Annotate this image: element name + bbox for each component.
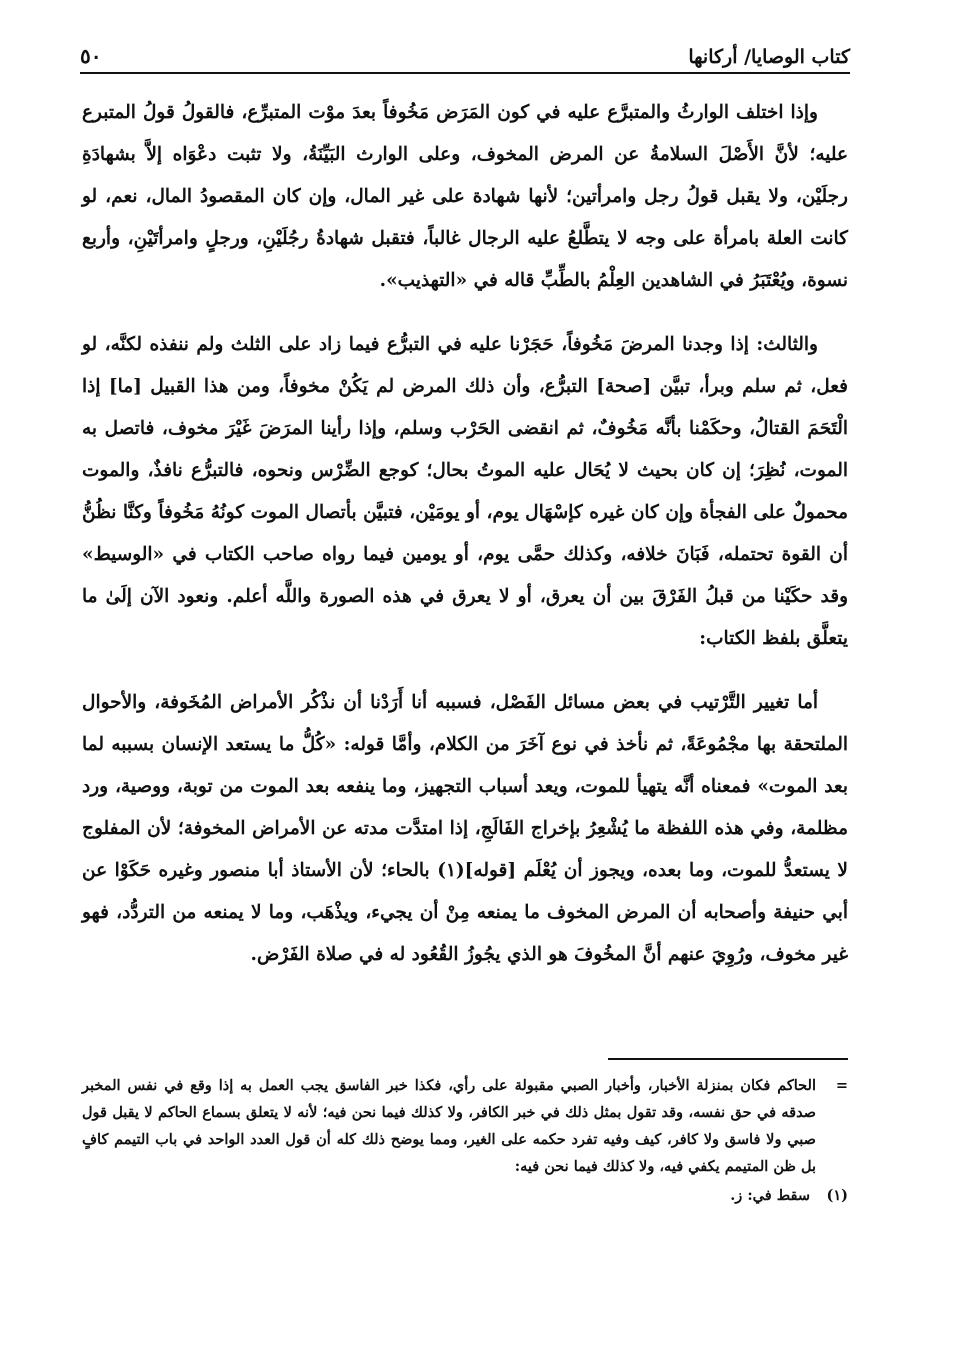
footnote-divider xyxy=(608,1058,848,1060)
continuation-text: الحاكم فكان بمنزلة الأخبار، وأخبار الصبي مقبولة على رأي، فكذا خبر الفاسق يجب العمل به إذا وقع في نفس المخبر صدقه في حق نفسه، وقد تقول بمثل ذلك في خبر الكافر، ولا كذلك فيما نحن فيه؛ لأنه لا يتعلق بسماع الحاكم لا يقبل قول صبي ولا فاسق ولا كافر، كيف وفيه تفرد حكمه على الغير، ومما يوضح ذلك كله أن قول العدد الواحد في باب التيمم كافٍ بل ظن المتيمم يكفي فيه، ولا كذلك فيما نحن فيه: xyxy=(82,1077,816,1175)
footnote-continuation xyxy=(82,1072,848,1180)
paragraph-text: إذا وجدنا المرضَ مَخُوفاً، حَجَرْنا عليه في التبرُّع فيما زاد على الثلث ولم ننفذه لكنَّه، لو فعل، ثم سلم وبرأ، تبيَّن [صحة] التبرُّع، وأن ذلك المرض لم يَكُنْ مخوفاً، ومن هذا القبيل [ما] إذا الْتَحَمَ القتالُ، وحكَمْنا بأنَّه مَخُوفٌ، ثم انقضى الحَرْب وسلم، وإذا رأينا المرَضَ غَيْرَ مخوف، فاتصل به الموت، نُظِرَ؛ إن كان بحيث لا يُحَال عليه الموتُ بحال؛ كوجع الضِّرْس ونحوه، فالتبرُّع نافذٌ، والموت محمولٌ على الفجأة وإن كان غيره كإسْهَال يوم، أو يومَيْن، فتبيَّن بأتصال الموت كونُهُ مَخُوفاً وكنَّا نظُنُّ أن القوة تحتمله، فَبَانَ خلافه، وكذلك حمَّى يوم، أو يومين فيما رواه صاحب الكتاب في «الوسيط» وقد حكَيْنا من قبلُ الفَرْقَ بين أن يعرق، أو لا يعرق في هذه الصورة واللَّه أعلم. ونعود الآن إلَىٰ ما يتعلَّق بلفظ الكتاب: xyxy=(82,334,848,649)
footnote-text: سقط في: ز. xyxy=(730,1187,810,1204)
header-divider xyxy=(80,72,850,74)
paragraph xyxy=(82,92,848,302)
main-text xyxy=(82,92,848,998)
footnote-number: (١) xyxy=(826,1187,848,1204)
running-title: كتاب الوصايا/ أركانها xyxy=(688,46,850,68)
paragraph xyxy=(82,682,848,976)
continuation-marker: = xyxy=(835,1077,848,1094)
paragraph-lead: والثالث: xyxy=(756,334,818,355)
paragraph xyxy=(82,324,848,660)
page-header xyxy=(80,28,850,68)
page-number: ٥٠ xyxy=(80,44,102,68)
paragraph-text: وإذا اختلف الوارثُ والمتبرَّع عليه في كون المَرَض مَخُوفاً بعدَ موْت المتبرِّع، فالقولُ قولُ المتبرع عليه؛ لأنَّ الأَصْلَ السلامةُ عن المرض المخوف، وعلى الوارث البَيِّنَةُ، ولا تثبت دعْوَاه إلاَّ بشهادَةِ رجلَيْن، ولا يقبل قولُ رجل وامرأتين؛ لأنها شهادة على غير المال، وإن كان المقصودُ المال، نعم، لو كانت العلة بامرأة على وجه لا يتطَّلعُ عليه الرجال غالباً، فتقبل شهادةُ رجُلَيْنِ، ورجلٍ وامرأتَيْنِ، وأربع نسوة، ويُعْتَبَرُ في الشاهدين العِلْمُ بالطِّبِّ قاله في «التهذيب». xyxy=(82,102,848,291)
footnotes xyxy=(82,1072,848,1209)
footnote-item xyxy=(82,1182,848,1209)
paragraph-text: أما تغيير التَّرْتيب في بعض مسائل الفَصْل، فسببه أنا أَرَدْنا أن نذْكُر الأمراض المُخَوفة، والأحوال الملتحقة بها مجْمُوعَةً، ثم نأخذ في نوع آخَرَ من الكلام، وأمَّا قوله: «كُلُّ ما يستعد الإنسان بسببه لما بعد الموت» فمعناه أنَّه يتهيأ للموت، ويعد أسباب التجهيز، وما ينفعه بعد الموت من توبة، ووصية، ورد مظلمة، وفي هذه اللفظة ما يُشْعِرُ بإخراج الفَالَجِ، إذا امتدَّت مدته عن الأمراض المخوفة؛ لأن المفلوج لا يستعدُّ للموت، وما بعده، ويجوز أن يُعْلَم [قوله](١) بالحاء؛ لأن الأستاذ أبا منصور وغيره حَكَوْا عن أبي حنيفة وأصحابه أن المرض المخوف ما يمنعه مِنْ أن يجيء، ويذْهَب، وما لا يمنعه من التردُّد، فهو غير مخوف، ورُوِيَ عنهم أنَّ المخُوفَ هو الذي يجُوزُ القُعُود له في صلاة الفَرْض. xyxy=(82,692,848,965)
